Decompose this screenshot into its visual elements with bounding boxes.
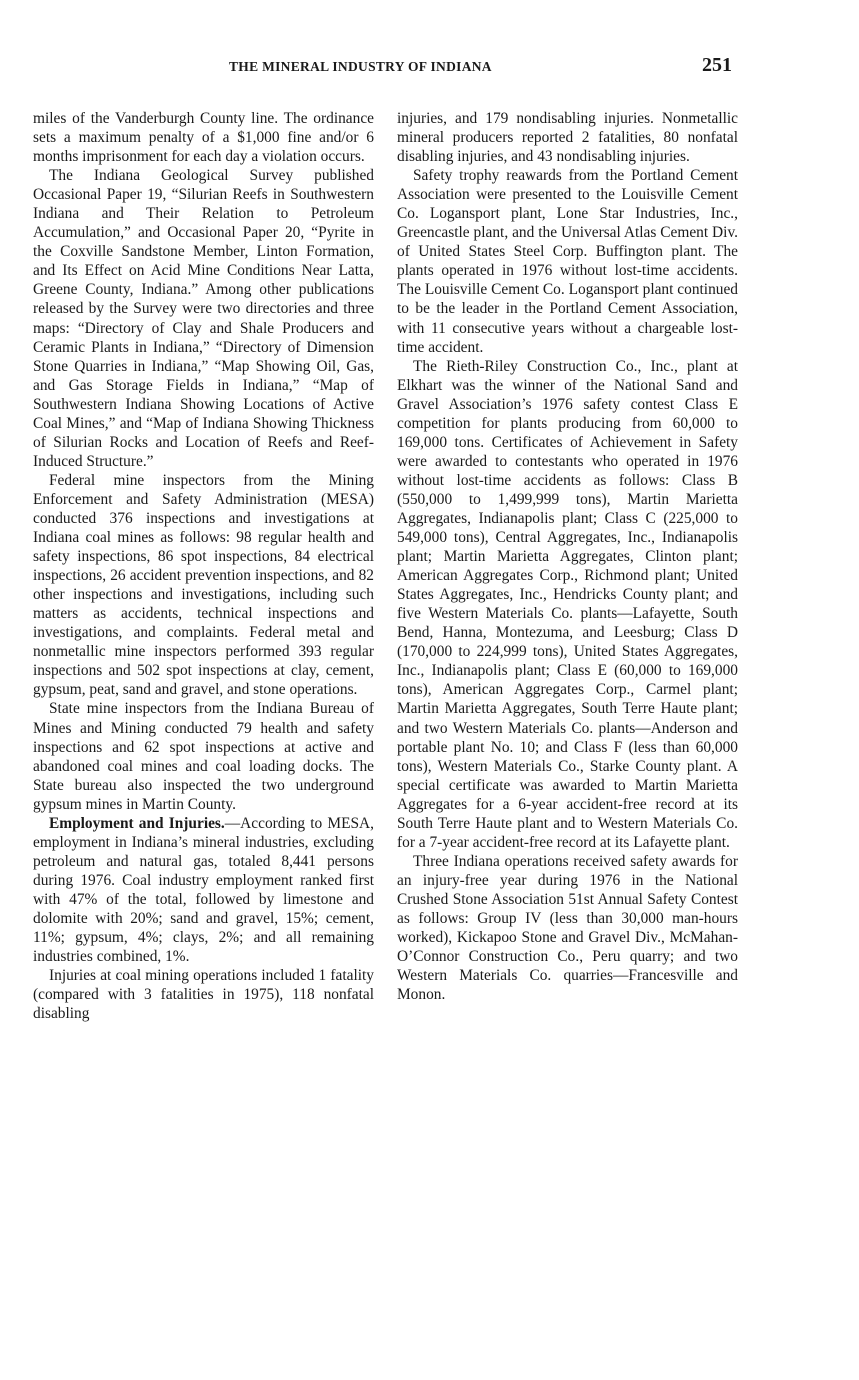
paragraph-crushed-stone-awards: Three Indiana operations received safety awards for an injury-free year during 1976 in the National Crushed Stone Association 51st Annual Safety Contest as follows: Group IV (less than 30,000 man-hours worked), Kickapoo Stone and Gravel Div., McMahan-O’Connor Construction Co., Peru quarry; and two Western Materials Co. quarries—Francesville and Monon. (397, 852, 738, 1004)
paragraph-continued: miles of the Vanderburgh County line. The ordinance sets a maximum penalty of a $1,000 fine and/or 6 months imprisonment for each day a violation occurs. (33, 110, 374, 166)
left-column (33, 109, 374, 1023)
paragraph-federal-inspectors: Federal mine inspectors from the Mining Enforcement and Safety Administration (MESA) conducted 376 inspections and investigations at Indiana coal mines as follows: 98 regular health and safety inspections, 86 spot inspections, 84 electrical inspections, 26 accident prevention inspections, and 82 other inspections and investigations, including such matters as accidents, technical inspections and investigations, and complaints. Federal metal and nonmetallic mine inspectors performed 393 regular inspections and 502 spot inspections at clay, cement, gypsum, peat, sand and gravel, and stone operations. (33, 471, 374, 699)
running-title: THE MINERAL INDUSTRY OF INDIANA (229, 59, 492, 74)
running-header (0, 54, 859, 81)
section-heading-employment: Employment and Injuries. (49, 814, 225, 832)
paragraph-geological-survey: The Indiana Geological Survey published Occasional Paper 19, “Silurian Reefs in Southwestern Indiana and Their Relation to Petroleum Accumulation,” and Occasional Paper 20, “Pyrite in the Coxville Sandstone Member, Linton Formation, and Its Effect on Acid Mine Conditions Near Latta, Greene County, Indiana.” Among other publications released by the Survey were two directories and three maps: “Directory of Clay and Shale Producers and Ceramic Plants in Indiana,” “Directory of Dimension Stone Quarries in Indiana,” “Map Showing Oil, Gas, and Gas Storage Fields in Indiana,” “Map of Southwestern Indiana Showing Locations of Active Coal Mines,” and “Map of Indiana Showing Thickness of Silurian Rocks and Location of Reefs and Reef-Induced Structure.” (33, 167, 374, 470)
page-number: 251 (702, 54, 732, 76)
paragraph-sand-gravel-awards: The Rieth-Riley Construction Co., Inc., plant at Elkhart was the winner of the National Sand and Gravel Association’s 1976 safety contest Class E competition for plants producing from 60,000 to 169,000 tons. Certificates of Achievement in Safety were awarded to contestants who operated in 1976 without lost-time accidents as follows: Class B (550,000 to 1,499,999 tons), Martin Marietta Aggregates, Indianapolis plant; Class C (225,000 to 549,000 tons), Central Aggregates, Inc., Indianapolis plant; Martin Marietta Aggregates, Clinton plant; American Aggregates Corp., Richmond plant; United States Aggregates, Inc., Hendricks County plant; and five Western Materials Co. plants—Lafayette, South Bend, Hanna, Montezuma, and Leesburg; Class D (170,000 to 224,999 tons), United States Aggregates, Inc., Indianapolis plant; Class E (60,000 to 169,000 tons), American Aggregates Corp., Carmel plant; Martin Marietta Aggregates, South Terre Haute plant; and two Western Materials Co. plants—Anderson and portable plant No. 10; and Class F (less than 60,000 tons), Western Materials Co., Starke County plant. A special certificate was awarded to Martin Marietta Aggregates for a 6-year accident-free record at its South Terre Haute plant and to Western Materials Co. for a 7-year accident-free record at its Lafayette plant. (397, 357, 738, 851)
paragraph-injuries-continued: injuries, and 179 nondisabling injuries. Nonmetallic mineral producers reported 2 fatalities, 80 nonfatal disabling injuries, and 43 nondisabling injuries. (397, 110, 738, 166)
paragraph-employment (33, 814, 374, 966)
paragraph-cement-awards: Safety trophy reawards from the Portland Cement Association were presented to the Louisville Cement Co. Logansport plant, Lone Star Industries, Inc., Greencastle plant, and the Universal Atlas Cement Div. of United States Steel Corp. Buffington plant. The plants operated in 1976 without lost-time accidents. The Louisville Cement Co. Logansport plant continued to be the leader in the Portland Cement Association, with 11 consecutive years without a chargeable lost-time accident. (397, 167, 738, 356)
paragraph-state-inspectors: State mine inspectors from the Indiana Bureau of Mines and Mining conducted 79 health and safety inspections and 62 spot inspections at active and abandoned coal mines and coal loading docks. The State bureau also inspected the two underground gypsum mines in Martin County. (33, 700, 374, 813)
paragraph-coal-injuries: Injuries at coal mining operations included 1 fatality (compared with 3 fatalities in 1975), 118 nonfatal disabling (33, 967, 374, 1023)
paragraph-employment-body: —According to MESA, employment in Indiana’s mineral industries, excluding petroleum and natural gas, totaled 8,441 persons during 1976. Coal industry employment ranked first with 47% of the total, followed by limestone and dolomite with 20%; sand and gravel, 15%; cement, 11%; gypsum, 4%; clays, 2%; and all remaining industries combined, 1%. (33, 814, 375, 966)
right-column (397, 109, 738, 1004)
